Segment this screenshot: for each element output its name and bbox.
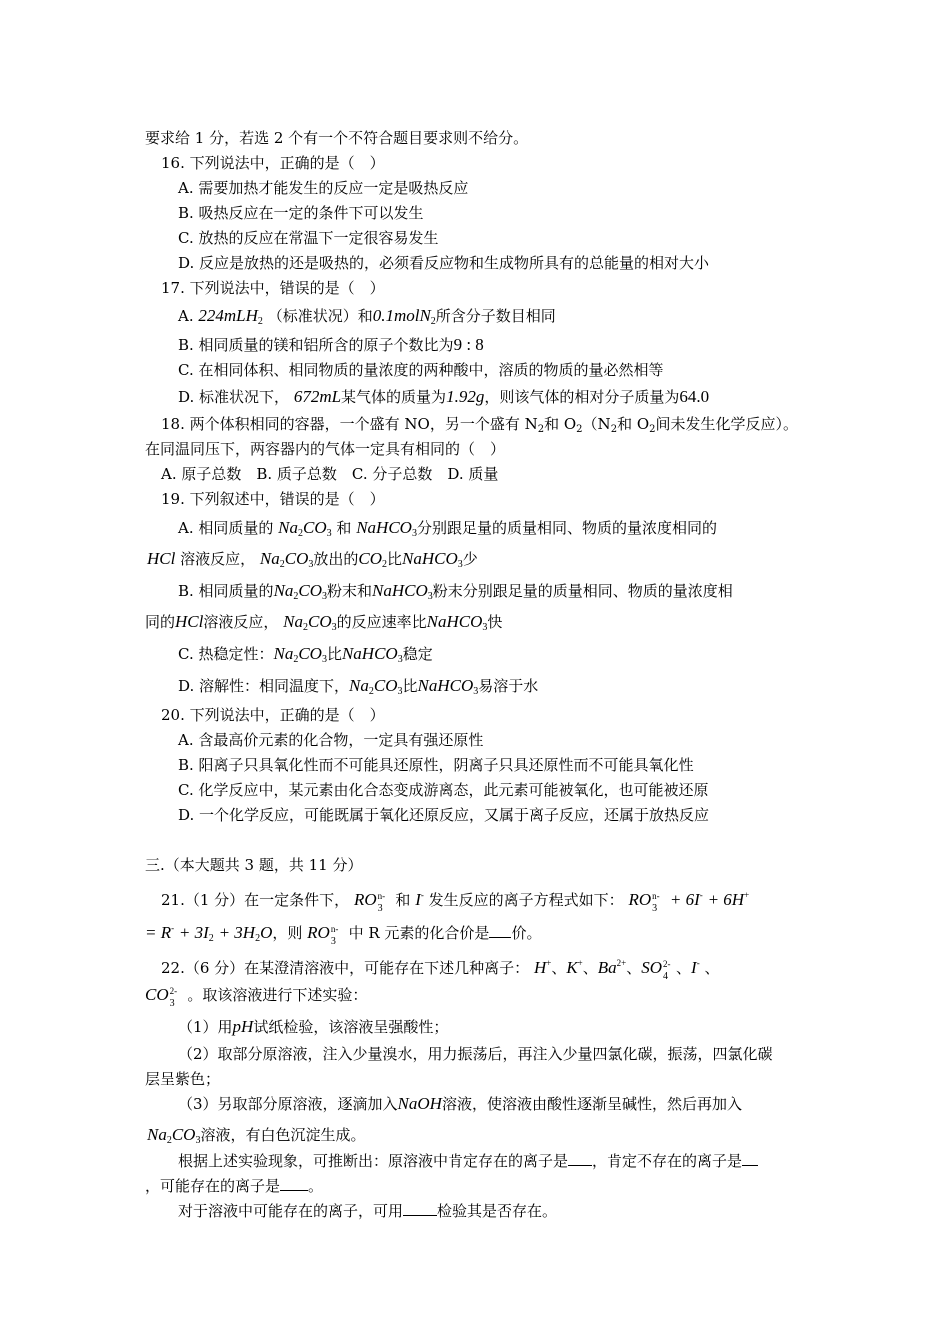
intro-line: 要求给 1 分，若选 2 个有一个不符合题目要求则不给分。 [145, 129, 529, 147]
answer-blank-absent[interactable] [742, 1151, 758, 1166]
q21-line1: 21.（1 分）在一定条件下， RO n- 3 和 I- 发生反应的离子方程式如下： RO n- 3 + 6I- + 6H+ [161, 890, 750, 915]
q16-stem: 16. 下列说法中，正确的是（ ） [161, 154, 385, 172]
formula-224ml-h2: 224mLH$_2$ [198, 306, 263, 327]
q19-option-a-line2: HCl 溶液反应， $Na_2CO_3$放出的$CO_2$比NaHCO$_3$少 [147, 549, 478, 570]
q19-stem: 19. 下列叙述中，错误的是（ ） [161, 490, 385, 508]
answer-blank-present[interactable] [568, 1151, 592, 1166]
formula-0-1mol-n2: 0.1molN$_2$ [372, 306, 436, 327]
q16-option-a: A. 需要加热才能发生的反应一定是吸热反应 [178, 179, 469, 197]
q18-options: A. 原子总数 B. 质子总数 C. 分子总数 D. 质量 [161, 465, 499, 483]
q17-stem: 17. 下列说法中，错误的是（ ） [161, 279, 385, 297]
q17-option-c: C. 在相同体积、相同物质的量浓度的两种酸中，溶质的物质的量必然相等 [178, 361, 664, 379]
q22-step2-line2: 层呈紫色； [145, 1070, 221, 1088]
q19-option-b-line2: 同的HCl溶液反应， $Na_2CO_3$的反应速率比NaHCO$_3$快 [145, 612, 503, 633]
answer-blank-method[interactable] [403, 1201, 437, 1216]
q22-step3-line1: （3）另取部分原溶液，逐滴加入NaOH溶液，使溶液由酸性逐渐呈碱性，然后再加入 [178, 1094, 742, 1113]
formula-ro3-n: RO n- 3 [353, 890, 386, 915]
q20-stem: 20. 下列说法中，正确的是（ ） [161, 706, 385, 724]
q22-conclusion-line3: 对于溶液中可能存在的离子，可用 检验其是否存在。 [178, 1202, 558, 1220]
q22-conclusion-line1: 根据上述实验现象，可推断出：原溶液中肯定存在的离子是 ，肯定不存在的离子是 [178, 1151, 758, 1171]
q17-option-a: A. 224mLH$_2$ （标准状况）和0.1molN$_2$所含分子数目相同 [178, 306, 556, 327]
q16-option-b: B. 吸热反应在一定的条件下可以发生 [178, 204, 424, 222]
q20-option-c: C. 化学反应中，某元素由化合态变成游离态，此元素可能被氧化，也可能被还原 [178, 781, 709, 799]
answer-blank[interactable] [489, 923, 511, 938]
q19-option-d: D. 溶解性：相同温度下，$Na_2CO_3$比NaHCO$_3$易溶于水 [178, 676, 539, 697]
q17-option-b: B. 相同质量的镁和铝所含的原子个数比为9 : 8 [178, 335, 484, 354]
section-3-heading: 三.（本大题共 3 题，共 11 分） [145, 856, 363, 874]
q22-line1: 22.（6 分）在某澄清溶液中，可能存在下述几种离子： H+、K+、$Ba^{2+}$、SO 2- 4 、I- 、 [161, 958, 720, 983]
q18-line1: 18. 两个体积相同的容器，一个盛有 NO，另一个盛有 $N_2$和 $O_2(N_2$和 $O_2$间未发生化学反应）。 [161, 415, 799, 435]
q16-option-c: C. 放热的反应在常温下一定很容易发生 [178, 229, 439, 247]
q16-option-d: D. 反应是放热的还是吸热的，必须看反应物和生成物所具有的总能量的相对大小 [178, 254, 710, 272]
q20-option-b: B. 阳离子只具氧化性而不可能具还原性，阴离子只具还原性而不可能具氧化性 [178, 756, 694, 774]
q18-line2: 在同温同压下，两容器内的气体一定具有相同的（ ） [145, 440, 506, 458]
q20-option-a: A. 含最高价元素的化合物，一定具有强还原性 [178, 731, 484, 749]
q21-line2: = $R^- + 3I_2 + 3H_2O$，则 RO n- 3 中 R 元素的化合价是 价。 [145, 923, 542, 948]
q20-option-d: D. 一个化学反应，可能既属于氧化还原反应，又属于离子反应，还属于放热反应 [178, 806, 710, 824]
answer-blank-possible[interactable] [280, 1176, 308, 1191]
q22-step1: （1）用pH试纸检验，该溶液呈强酸性； [178, 1017, 449, 1036]
q22-step2-line1: （2）取部分原溶液，注入少量溴水，用力振荡后，再注入少量四氯化碳，振荡，四氯化碳 [178, 1045, 773, 1063]
q22-line2: CO 2- 3 。取该溶液进行下述实验： [145, 985, 368, 1010]
q19-option-c: C. 热稳定性：$Na_2CO_3$比NaHCO$_3$稳定 [178, 644, 433, 665]
q19-option-b-line1: B. 相同质量的$Na_2CO_3$粉末和NaHCO$_3$粉末分别跟足量的质量相同、物质的量浓度相 [178, 581, 733, 602]
q22-step3-line2: $Na_2CO_3$溶液，有白色沉淀生成。 [147, 1125, 366, 1146]
q19-option-a-line1: A. 相同质量的 $Na_2CO_3$ 和 NaHCO$_3$分别跟足量的质量相同、物质的量浓度相同的 [178, 518, 717, 539]
q17-option-d: D. 标准状况下， 672mL某气体的质量为1.92g，则该气体的相对分子质量为64.0 [178, 387, 710, 406]
q22-conclusion-line2: ，可能存在的离子是 。 [145, 1177, 324, 1195]
